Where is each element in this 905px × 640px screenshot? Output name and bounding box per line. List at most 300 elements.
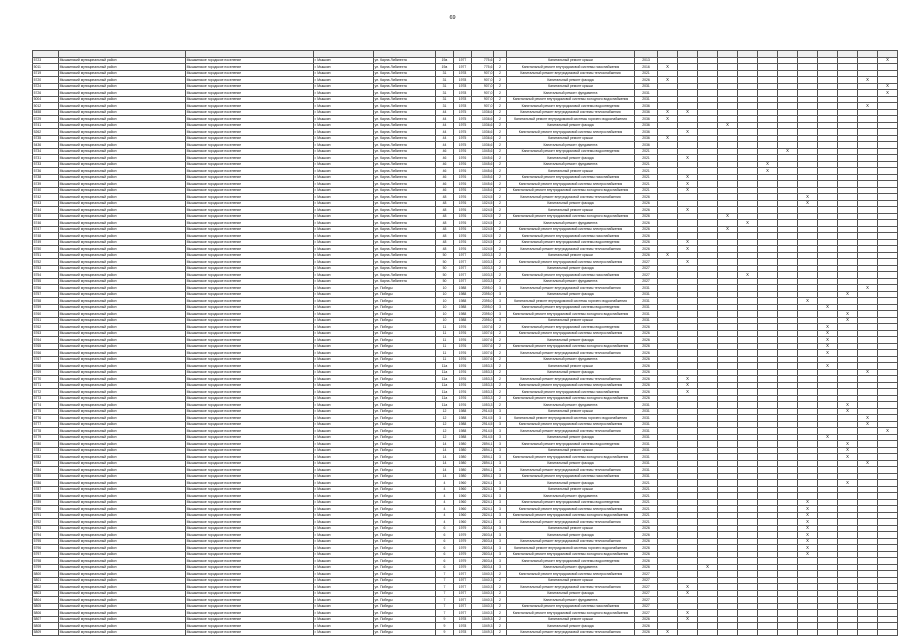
floors-cell: 2 bbox=[494, 629, 507, 636]
town-cell: г. Мышкин bbox=[314, 564, 374, 571]
floors-cell: 2 bbox=[494, 109, 507, 116]
town-cell: г. Мышкин bbox=[314, 519, 374, 526]
house-cell: 46 bbox=[436, 187, 454, 194]
area-cell: 1024,5 bbox=[472, 194, 494, 201]
period-cell: 2026 bbox=[635, 246, 658, 253]
row-id: 5789 bbox=[33, 499, 59, 506]
repair-type-cell: Капитальный ремонт внутридомовой системы теплоснабжения bbox=[507, 519, 635, 526]
floors-cell: 3 bbox=[494, 558, 507, 565]
repair-type-cell: Капитальный ремонт фундамента bbox=[507, 402, 635, 409]
house-cell: 44 bbox=[436, 129, 454, 136]
period-cell: 2031 bbox=[635, 467, 658, 474]
street-cell: ул. Победы bbox=[374, 506, 436, 513]
settlement-cell: Мышкинское городское поселение bbox=[186, 389, 314, 396]
repair-type-cell: Капитальный ремонт внутридомовой системы теплоснабжения bbox=[507, 584, 635, 591]
house-cell: 12 bbox=[436, 434, 454, 441]
house-cell: 14 bbox=[436, 454, 454, 461]
town-cell: г. Мышкин bbox=[314, 90, 374, 97]
repair-type-cell: Капитальный ремонт внутридомовой системы холодного водоснабжения bbox=[507, 454, 635, 461]
district-cell: Мышкинский муниципальный район bbox=[59, 512, 186, 519]
floors-cell: 2 bbox=[494, 57, 507, 64]
year-cell: 1976 bbox=[454, 194, 472, 201]
house-cell: 6 bbox=[436, 551, 454, 558]
row-id: 5776 bbox=[33, 415, 59, 422]
year-cell: 1976 bbox=[454, 148, 472, 155]
street-cell: ул. Карла Либкнехта bbox=[374, 272, 436, 279]
repair-type-cell: Капитальный ремонт внутридомовой системы электроснабжения bbox=[507, 330, 635, 337]
row-id: 5747 bbox=[33, 226, 59, 233]
settlement-cell: Мышкинское городское поселение bbox=[186, 116, 314, 123]
floors-cell: 2 bbox=[494, 324, 507, 331]
street-cell: ул. Победы bbox=[374, 415, 436, 422]
settlement-cell: Мышкинское городское поселение bbox=[186, 90, 314, 97]
repair-type-cell: Капитальный ремонт внутридомовой системы холодного водоснабжения bbox=[507, 551, 635, 558]
repair-type-cell: Капитальный ремонт внутридомовой системы теплоснабжения bbox=[507, 538, 635, 545]
area-cell: 907,0 bbox=[472, 96, 494, 103]
street-cell: ул. Победы bbox=[374, 434, 436, 441]
district-cell: Мышкинский муниципальный район bbox=[59, 519, 186, 526]
repair-type-cell: Капитальный ремонт внутридомовой системы холодного водоснабжения bbox=[507, 395, 635, 402]
row-id: 5720 bbox=[33, 77, 59, 84]
district-cell: Мышкинский муниципальный район bbox=[59, 272, 186, 279]
area-cell: 1003,3 bbox=[472, 265, 494, 272]
area-cell: 1049,3 bbox=[472, 616, 494, 623]
mark-cell: X bbox=[838, 454, 858, 461]
year-cell: 1978 bbox=[454, 90, 472, 97]
period-cell: 2027 bbox=[635, 597, 658, 604]
repair-type-cell: Капитальный ремонт внутридомовой системы электроснабжения bbox=[507, 259, 635, 266]
mark-cell: X bbox=[878, 57, 898, 64]
row-id: 5781 bbox=[33, 447, 59, 454]
row-id: 5779 bbox=[33, 434, 59, 441]
settlement-cell: Мышкинское городское поселение bbox=[186, 480, 314, 487]
district-cell: Мышкинский муниципальный район bbox=[59, 252, 186, 259]
street-cell: ул. Победы bbox=[374, 610, 436, 617]
year-cell: 1980 bbox=[454, 447, 472, 454]
house-cell: 10 bbox=[436, 317, 454, 324]
period-cell: 2027 bbox=[635, 265, 658, 272]
settlement-cell: Мышкинское городское поселение bbox=[186, 181, 314, 188]
repair-type-cell: Капитальный ремонт внутридомовой системы электроснабжения bbox=[507, 129, 635, 136]
settlement-cell: Мышкинское городское поселение bbox=[186, 369, 314, 376]
house-cell: 46 bbox=[436, 181, 454, 188]
area-cell: 1045,6 bbox=[472, 161, 494, 168]
floors-cell: 2 bbox=[494, 597, 507, 604]
floors-cell: 2 bbox=[494, 64, 507, 71]
mark-cell bbox=[818, 629, 838, 636]
floors-cell: 2 bbox=[494, 350, 507, 357]
town-cell: г. Мышкин bbox=[314, 350, 374, 357]
mark-cell: X bbox=[678, 610, 698, 617]
row-id: 5770 bbox=[33, 376, 59, 383]
district-cell: Мышкинский муниципальный район bbox=[59, 421, 186, 428]
year-cell: 1979 bbox=[454, 532, 472, 539]
house-cell: 4 bbox=[436, 506, 454, 513]
district-cell: Мышкинский муниципальный район bbox=[59, 57, 186, 64]
mark-cell: X bbox=[678, 259, 698, 266]
area-cell: 1036,6 bbox=[472, 129, 494, 136]
house-cell: 7 bbox=[436, 610, 454, 617]
mark-cell: X bbox=[878, 90, 898, 97]
area-cell: 1036,6 bbox=[472, 109, 494, 116]
mark-cell: X bbox=[798, 298, 818, 305]
period-cell: 2026 bbox=[635, 207, 658, 214]
town-cell: г. Мышкин bbox=[314, 252, 374, 259]
year-cell: 1976 bbox=[454, 220, 472, 227]
row-id: 5790 bbox=[33, 506, 59, 513]
period-cell: 2031 bbox=[635, 473, 658, 480]
period-cell: 2026 bbox=[635, 220, 658, 227]
town-cell: г. Мышкин bbox=[314, 337, 374, 344]
repair-type-cell: Капитальный ремонт фундамента bbox=[507, 278, 635, 285]
house-cell: 11а bbox=[436, 376, 454, 383]
district-cell: Мышкинский муниципальный район bbox=[59, 460, 186, 467]
district-cell: Мышкинский муниципальный район bbox=[59, 187, 186, 194]
district-cell: Мышкинский муниципальный район bbox=[59, 597, 186, 604]
mark-cell: X bbox=[818, 350, 838, 357]
district-cell: Мышкинский муниципальный район bbox=[59, 467, 186, 474]
town-cell: г. Мышкин bbox=[314, 155, 374, 162]
house-cell: 4 bbox=[436, 499, 454, 506]
town-cell: г. Мышкин bbox=[314, 187, 374, 194]
house-cell: 11а bbox=[436, 369, 454, 376]
town-cell: г. Мышкин bbox=[314, 64, 374, 71]
district-cell: Мышкинский муниципальный район bbox=[59, 402, 186, 409]
street-cell: ул. Победы bbox=[374, 467, 436, 474]
settlement-cell: Мышкинское городское поселение bbox=[186, 402, 314, 409]
year-cell: 1960 bbox=[454, 499, 472, 506]
year-cell: 1976 bbox=[454, 155, 472, 162]
mark-cell bbox=[798, 629, 818, 636]
floors-cell: 2 bbox=[494, 363, 507, 370]
repair-type-cell: Капитальный ремонт внутридомовой системы газоснабжения bbox=[507, 389, 635, 396]
settlement-cell: Мышкинское городское поселение bbox=[186, 278, 314, 285]
row-id: 5750 bbox=[33, 246, 59, 253]
period-cell: 2031 bbox=[635, 304, 658, 311]
page-number: 69 bbox=[449, 15, 456, 21]
mark-cell: X bbox=[758, 168, 778, 175]
street-cell: ул. Карла Либкнехта bbox=[374, 252, 436, 259]
house-cell: 11 bbox=[436, 324, 454, 331]
area-cell: 1024,5 bbox=[472, 233, 494, 240]
mark-cell: X bbox=[818, 343, 838, 350]
house-cell: 11 bbox=[436, 350, 454, 357]
repair-type-cell: Капитальный ремонт внутридомовой системы газоснабжения bbox=[507, 473, 635, 480]
repair-type-cell: Капитальный ремонт фундамента bbox=[507, 493, 635, 500]
town-cell: г. Мышкин bbox=[314, 291, 374, 298]
settlement-cell: Мышкинское городское поселение bbox=[186, 83, 314, 90]
row-id: 5733 bbox=[33, 161, 59, 168]
mark-cell: X bbox=[778, 148, 798, 155]
year-cell: 1978 bbox=[454, 96, 472, 103]
mark-cell: X bbox=[658, 64, 678, 71]
mark-cell: X bbox=[838, 441, 858, 448]
mark-cell: X bbox=[658, 252, 678, 259]
settlement-cell: Мышкинское городское поселение bbox=[186, 460, 314, 467]
house-cell: 4 bbox=[436, 519, 454, 526]
street-cell: ул. Карла Либкнехта bbox=[374, 259, 436, 266]
mark-cell: X bbox=[798, 506, 818, 513]
period-cell: 2026 bbox=[635, 252, 658, 259]
floors-cell: 3 bbox=[494, 532, 507, 539]
period-cell: 2026 bbox=[635, 239, 658, 246]
house-cell: 50 bbox=[436, 278, 454, 285]
repair-type-cell: Капитальный ремонт фасада bbox=[507, 434, 635, 441]
floors-cell: 2 bbox=[494, 96, 507, 103]
settlement-cell: Мышкинское городское поселение bbox=[186, 343, 314, 350]
settlement-cell: Мышкинское городское поселение bbox=[186, 538, 314, 545]
settlement-cell: Мышкинское городское поселение bbox=[186, 447, 314, 454]
mark-cell bbox=[858, 629, 878, 636]
town-cell: г. Мышкин bbox=[314, 538, 374, 545]
year-cell: 1977 bbox=[454, 597, 472, 604]
floors-cell: 3 bbox=[494, 304, 507, 311]
period-cell: 2026 bbox=[635, 233, 658, 240]
town-cell: г. Мышкин bbox=[314, 486, 374, 493]
floors-cell: 3 bbox=[494, 499, 507, 506]
district-cell: Мышкинский муниципальный район bbox=[59, 129, 186, 136]
mark-cell: X bbox=[858, 103, 878, 110]
settlement-cell: Мышкинское городское поселение bbox=[186, 148, 314, 155]
period-cell: 2027 bbox=[635, 272, 658, 279]
house-cell: 14 bbox=[436, 447, 454, 454]
area-cell: 2395,0 bbox=[472, 285, 494, 292]
town-cell: г. Мышкин bbox=[314, 369, 374, 376]
district-cell: Мышкинский муниципальный район bbox=[59, 148, 186, 155]
year-cell: 1976 bbox=[454, 207, 472, 214]
district-cell: Мышкинский муниципальный район bbox=[59, 356, 186, 363]
mark-cell: X bbox=[678, 616, 698, 623]
house-cell: 31 bbox=[436, 90, 454, 97]
mark-cell: X bbox=[678, 174, 698, 181]
year-cell: 1976 bbox=[454, 343, 472, 350]
row-id: 5760 bbox=[33, 311, 59, 318]
mark-cell bbox=[758, 629, 778, 636]
settlement-cell: Мышкинское городское поселение bbox=[186, 77, 314, 84]
district-cell: Мышкинский муниципальный район bbox=[59, 369, 186, 376]
house-cell: 48 bbox=[436, 220, 454, 227]
floors-cell: 2 bbox=[494, 278, 507, 285]
area-cell: 2803,4 bbox=[472, 538, 494, 545]
street-cell: ул. Карла Либкнехта bbox=[374, 155, 436, 162]
year-cell: 1976 bbox=[454, 181, 472, 188]
area-cell: 2803,4 bbox=[472, 551, 494, 558]
row-id: 5753 bbox=[33, 265, 59, 272]
street-cell: ул. Победы bbox=[374, 454, 436, 461]
year-cell: 1975 bbox=[454, 142, 472, 149]
floors-cell: 3 bbox=[494, 493, 507, 500]
area-cell: 2803,4 bbox=[472, 545, 494, 552]
row-id: 5791 bbox=[33, 512, 59, 519]
row-id: 5788 bbox=[33, 493, 59, 500]
area-cell: 907,0 bbox=[472, 103, 494, 110]
row-id: 5804 bbox=[33, 597, 59, 604]
settlement-cell: Мышкинское городское поселение bbox=[186, 571, 314, 578]
area-cell: 907,0 bbox=[472, 83, 494, 90]
row-id: 5436 bbox=[33, 142, 59, 149]
district-cell: Мышкинский муниципальный район bbox=[59, 330, 186, 337]
street-cell: ул. Победы bbox=[374, 389, 436, 396]
floors-cell: 2 bbox=[494, 610, 507, 617]
settlement-cell: Мышкинское городское поселение bbox=[186, 499, 314, 506]
town-cell: г. Мышкин bbox=[314, 584, 374, 591]
area-cell: 1003,3 bbox=[472, 252, 494, 259]
period-cell: 2027 bbox=[635, 278, 658, 285]
settlement-cell: Мышкинское городское поселение bbox=[186, 512, 314, 519]
town-cell: г. Мышкин bbox=[314, 389, 374, 396]
area-cell: 907,0 bbox=[472, 70, 494, 77]
district-cell: Мышкинский муниципальный район bbox=[59, 317, 186, 324]
settlement-cell: Мышкинское городское поселение bbox=[186, 200, 314, 207]
period-cell: 2031 bbox=[635, 415, 658, 422]
town-cell: г. Мышкин bbox=[314, 395, 374, 402]
street-cell: ул. Победы bbox=[374, 304, 436, 311]
area-cell: 1024,5 bbox=[472, 226, 494, 233]
area-cell: 1036,6 bbox=[472, 142, 494, 149]
street-cell: ул. Победы bbox=[374, 311, 436, 318]
area-cell: 2914,5 bbox=[472, 408, 494, 415]
area-cell: 2395,0 bbox=[472, 291, 494, 298]
mark-cell: X bbox=[678, 389, 698, 396]
floors-cell: 2 bbox=[494, 77, 507, 84]
year-cell: 1960 bbox=[454, 480, 472, 487]
town-cell: г. Мышкин bbox=[314, 278, 374, 285]
year-cell: 1977 bbox=[454, 252, 472, 259]
town-cell: г. Мышкин bbox=[314, 525, 374, 532]
floors-cell: 3 bbox=[494, 291, 507, 298]
mark-cell: X bbox=[678, 109, 698, 116]
district-cell: Мышкинский муниципальный район bbox=[59, 473, 186, 480]
town-cell: г. Мышкин bbox=[314, 148, 374, 155]
street-cell: ул. Карла Либкнехта bbox=[374, 161, 436, 168]
row-id: 5787 bbox=[33, 486, 59, 493]
area-cell: 2824,1 bbox=[472, 512, 494, 519]
area-cell: 1040,3 bbox=[472, 571, 494, 578]
period-cell: 2026 bbox=[635, 551, 658, 558]
mark-cell: X bbox=[658, 629, 678, 636]
settlement-cell: Мышкинское городское поселение bbox=[186, 551, 314, 558]
period-cell: 2026 bbox=[635, 389, 658, 396]
repair-type-cell: Капитальный ремонт крыши bbox=[507, 207, 635, 214]
repair-type-cell: Капитальный ремонт фундамента bbox=[507, 220, 635, 227]
house-cell: 48 bbox=[436, 194, 454, 201]
street-cell: ул. Победы bbox=[374, 493, 436, 500]
town-cell: г. Мышкин bbox=[314, 174, 374, 181]
year-cell: 1988 bbox=[454, 285, 472, 292]
period-cell: 2026 bbox=[635, 213, 658, 220]
floors-cell: 3 bbox=[494, 311, 507, 318]
settlement-cell: Мышкинское городское поселение bbox=[186, 194, 314, 201]
repair-type-cell: Капитальный ремонт внутридомовой системы электроснабжения bbox=[507, 181, 635, 188]
floors-cell: 3 bbox=[494, 454, 507, 461]
street-cell: ул. Победы bbox=[374, 571, 436, 578]
street-cell: ул. Победы bbox=[374, 421, 436, 428]
repair-type-cell: Капитальный ремонт внутридомовой системы электроснабжения bbox=[507, 421, 635, 428]
district-cell: Мышкинский муниципальный район bbox=[59, 545, 186, 552]
repair-type-cell: Капитальный ремонт фасада bbox=[507, 200, 635, 207]
house-cell: 50 bbox=[436, 252, 454, 259]
settlement-cell: Мышкинское городское поселение bbox=[186, 207, 314, 214]
floors-cell: 3 bbox=[494, 512, 507, 519]
town-cell: г. Мышкин bbox=[314, 129, 374, 136]
area-cell: 1049,3 bbox=[472, 623, 494, 630]
mark-cell: X bbox=[818, 337, 838, 344]
area-cell: 2803,4 bbox=[472, 558, 494, 565]
settlement-cell: Мышкинское городское поселение bbox=[186, 317, 314, 324]
year-cell: 1976 bbox=[454, 369, 472, 376]
floors-cell: 3 bbox=[494, 434, 507, 441]
mark-cell: X bbox=[858, 415, 878, 422]
town-cell: г. Мышкин bbox=[314, 434, 374, 441]
house-cell: 7 bbox=[436, 577, 454, 584]
settlement-cell: Мышкинское городское поселение bbox=[186, 252, 314, 259]
district-cell: Мышкинский муниципальный район bbox=[59, 233, 186, 240]
settlement-cell: Мышкинское городское поселение bbox=[186, 408, 314, 415]
period-cell: 2021 bbox=[635, 174, 658, 181]
period-cell: 2031 bbox=[635, 90, 658, 97]
repair-type-cell: Капитальный ремонт внутридомовой системы водоотведения bbox=[507, 148, 635, 155]
area-cell: 2894,1 bbox=[472, 473, 494, 480]
period-cell: 2031 bbox=[635, 311, 658, 318]
district-cell: Мышкинский муниципальный район bbox=[59, 265, 186, 272]
town-cell: г. Мышкин bbox=[314, 493, 374, 500]
district-cell: Мышкинский муниципальный район bbox=[59, 428, 186, 435]
year-cell: 1980 bbox=[454, 473, 472, 480]
settlement-cell: Мышкинское городское поселение bbox=[186, 246, 314, 253]
area-cell: 1007,6 bbox=[472, 356, 494, 363]
repair-type-cell: Капитальный ремонт крыши bbox=[507, 486, 635, 493]
area-cell: 1007,6 bbox=[472, 350, 494, 357]
town-cell: г. Мышкин bbox=[314, 317, 374, 324]
period-cell: 2026 bbox=[635, 538, 658, 545]
period-cell: 2021 bbox=[635, 493, 658, 500]
row-id: 5745 bbox=[33, 213, 59, 220]
row-id: 5755 bbox=[33, 278, 59, 285]
house-cell: 14 bbox=[436, 460, 454, 467]
house-cell: 6 bbox=[436, 525, 454, 532]
period-cell: 2021 bbox=[635, 155, 658, 162]
row-id: 5751 bbox=[33, 252, 59, 259]
street-cell: ул. Победы bbox=[374, 298, 436, 305]
mark-cell: X bbox=[758, 161, 778, 168]
street-cell: ул. Победы bbox=[374, 564, 436, 571]
year-cell: 1988 bbox=[454, 434, 472, 441]
period-cell: 2026 bbox=[635, 545, 658, 552]
row-id: 5796 bbox=[33, 545, 59, 552]
mark-cell: X bbox=[858, 460, 878, 467]
repair-type-cell: Капитальный ремонт внутридомовой системы холодного водоснабжения bbox=[507, 512, 635, 519]
repair-type-cell: Капитальный ремонт внутридомовой системы горячего водоснабжения bbox=[507, 415, 635, 422]
settlement-cell: Мышкинское городское поселение bbox=[186, 376, 314, 383]
settlement-cell: Мышкинское городское поселение bbox=[186, 382, 314, 389]
row-id: 5805 bbox=[33, 603, 59, 610]
row-id: 5769 bbox=[33, 369, 59, 376]
town-cell: г. Мышкин bbox=[314, 77, 374, 84]
row-id: 5777 bbox=[33, 421, 59, 428]
year-cell: 1978 bbox=[454, 83, 472, 90]
period-cell: 2036 bbox=[635, 109, 658, 116]
street-cell: ул. Карла Либкнехта bbox=[374, 148, 436, 155]
row-id: 5458 bbox=[33, 109, 59, 116]
period-cell: 2031 bbox=[635, 298, 658, 305]
period-cell: 2026 bbox=[635, 525, 658, 532]
mark-cell bbox=[778, 629, 798, 636]
year-cell: 1977 bbox=[454, 265, 472, 272]
house-cell: 14 bbox=[436, 473, 454, 480]
area-cell: 2914,5 bbox=[472, 428, 494, 435]
floors-cell: 2 bbox=[494, 330, 507, 337]
year-cell: 1975 bbox=[454, 116, 472, 123]
